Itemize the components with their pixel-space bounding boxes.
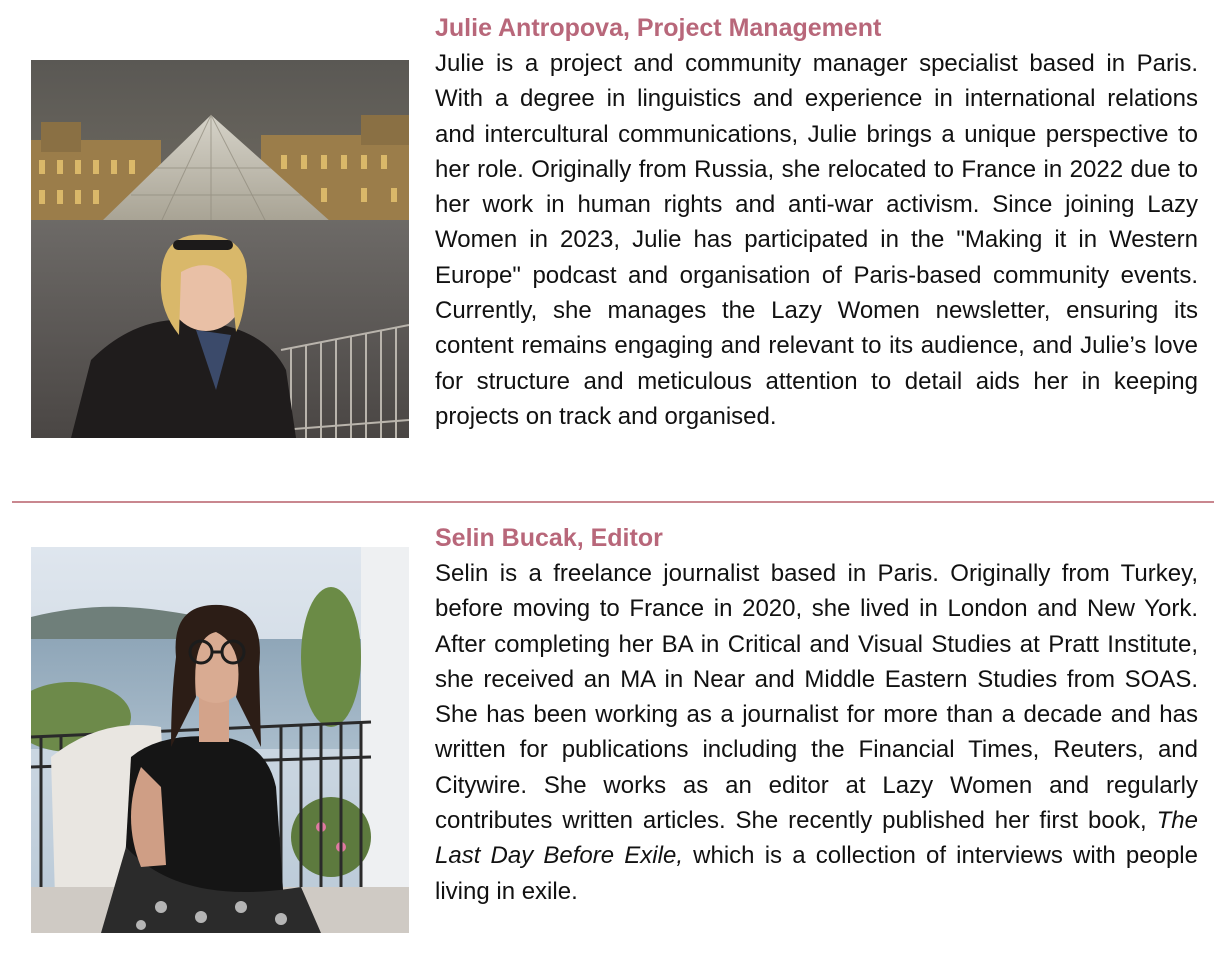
- person-name: Julie Antropova, Project Management: [435, 14, 882, 42]
- bio-selin: [435, 522, 1198, 909]
- bio-julie: [435, 12, 1198, 434]
- bio-text: [435, 556, 1198, 909]
- section-divider: [12, 501, 1214, 503]
- profile-selin: [0, 504, 1232, 954]
- bio-text-part: Selin is a freelance journalist based in Paris. Originally from Turkey, before moving to France in 2020, she lived in London and New York. After completing her BA in Critical and Visual Studies at Pratt Institute, she received an MA in Near and Middle Eastern Studies from SOAS. She has been working as a journalist for more than a decade and has written for publications including the Financial Times, Reuters, and Citywire. She works as an editor at Lazy Women and regularly contributes written articles. She recently published her first book,: [435, 560, 1198, 835]
- profile-photo-selin: [31, 547, 409, 933]
- profile-photo-julie: [31, 60, 409, 438]
- book-title: The Last Day Before Exile,: [435, 807, 1198, 870]
- bio-text-part: which is a collection of interviews with people living in exile.: [435, 842, 1198, 905]
- person-name: Selin Bucak, Editor: [435, 524, 663, 552]
- bio-text: Julie is a project and community manager specialist based in Paris. With a degree in linguistics and experience in international relations and intercultural communications, Julie brings a unique perspective to her role. Originally from Russia, she relocated to France in 2022 due to her work in human rights and anti-war activism. Since joining Lazy Women in 2023, Julie has participated in the "Making it in Western Europe" podcast and organisation of Paris-based community events. Currently, she manages the Lazy Women newsletter, ensuring its content remains engaging and relevant to its audience, and Julie’s love for structure and meticulous attention to detail aids her in keeping projects on track and organised.: [435, 50, 1198, 430]
